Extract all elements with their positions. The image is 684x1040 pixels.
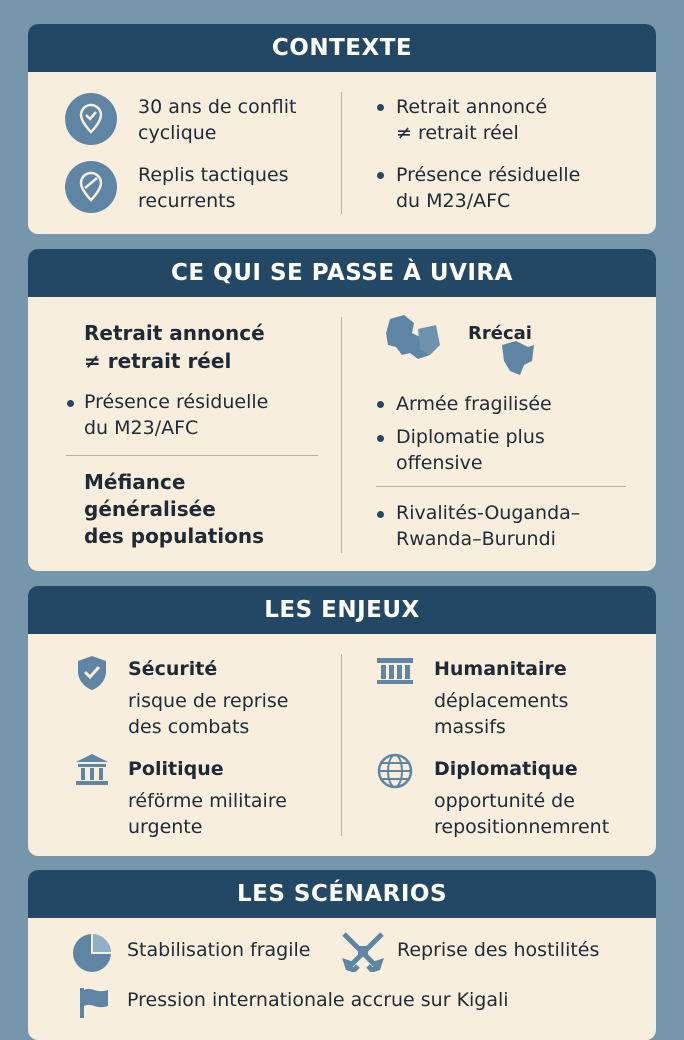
bullet (377, 511, 384, 518)
globe-icon (376, 752, 414, 790)
bullet (377, 104, 384, 111)
enjeu-text: réförme militaire urgente (128, 790, 287, 838)
divider (341, 92, 342, 214)
scenario-text: Stabilisation fragile (127, 939, 311, 961)
uvira-left-heading: Retrait annoncé ≠ retrait réel (84, 321, 265, 373)
flag-icon (78, 986, 112, 1020)
shield-check-icon (75, 654, 109, 692)
enjeu-text: déplacements massifs (434, 690, 569, 738)
contexte-title: CONTEXTE (28, 24, 656, 72)
uvira-title: CE QUI SE PASSE À UVIRA (28, 249, 656, 297)
bullet (377, 435, 384, 442)
bullet (67, 400, 74, 407)
enjeu-text: opportunité de repositionnemrent (434, 790, 610, 838)
context-item-text: Replis tactiques recurrents (138, 164, 289, 212)
enjeu-title: Sécurité (128, 658, 218, 680)
institution-icon (74, 752, 110, 786)
uvira-right-bottom: Rivalités-Ouganda– Rwanda–Burundi (396, 502, 581, 550)
uvira-left-bottom: Méfiance généralisée des populations (84, 470, 265, 548)
bullet (377, 401, 384, 408)
uvira-card (28, 249, 656, 571)
divider (66, 455, 318, 456)
context-point-text: Retrait annoncé ≠ retrait réel (396, 96, 548, 144)
enjeux-card (28, 586, 656, 856)
no-location-icon (65, 161, 117, 213)
uvira-left-bullet: Présence résiduelle du M23/AFC (84, 391, 269, 439)
contexte-card (28, 24, 656, 234)
enjeux-title: LES ENJEUX (28, 586, 656, 634)
divider (341, 654, 342, 836)
scenario-text: Pression internationale accrue sur Kigali (127, 989, 509, 1011)
map-label: Rrécai (468, 323, 532, 344)
scenario-text: Reprise des hostilités (397, 939, 600, 961)
scenarios-title: LES SCÉNARIOS (28, 870, 656, 918)
divider (376, 486, 626, 487)
uvira-right-bullet: Diplomatie plus offensive (396, 426, 545, 474)
context-item-text: 30 ans de conflit cyclique (138, 96, 297, 144)
bullet (377, 172, 384, 179)
uvira-right-bullet: Armée fragilisée (396, 393, 552, 415)
enjeu-title: Politique (128, 758, 224, 780)
building-icon (375, 656, 415, 686)
crossed-weapons-icon (340, 930, 386, 972)
enjeu-title: Humanitaire (434, 658, 567, 680)
divider (341, 317, 342, 553)
scenarios-card (28, 870, 656, 1040)
pie-chart-icon (71, 932, 113, 974)
enjeu-text: risque de reprise des combats (128, 690, 289, 738)
enjeu-title: Diplomatique (434, 758, 578, 780)
location-pin-icon (65, 93, 117, 145)
context-point-text: Présence résiduelle du M23/AFC (396, 164, 581, 212)
